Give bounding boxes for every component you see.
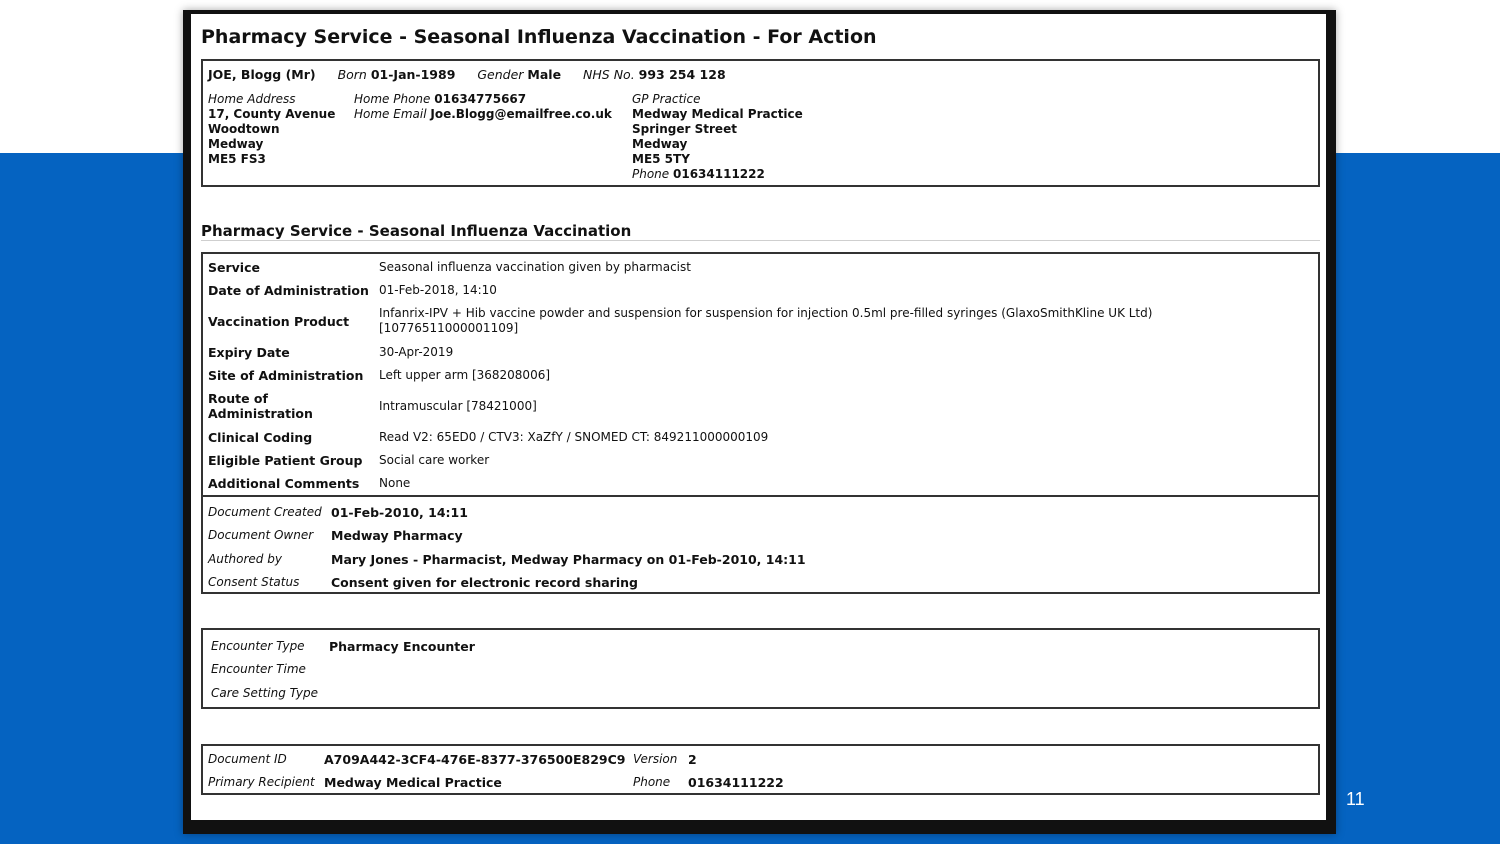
- product-label: Vaccination Product: [208, 314, 350, 329]
- coding-value: Read V2: 65ED0 / CTV3: XaZfY / SNOMED CT: 849211000000109: [379, 430, 769, 444]
- route-label-line2: Administration: [208, 406, 313, 421]
- document-title: Pharmacy Service - Seasonal Influenza Vaccination - For Action: [201, 26, 877, 48]
- address-line: Medway: [208, 137, 264, 151]
- patient-header-line: [208, 67, 726, 82]
- encounter-box: [201, 628, 1320, 709]
- home-email-label: Home Email: [354, 107, 427, 121]
- doc-id-label: Document ID: [208, 752, 287, 766]
- created-label: Document Created: [208, 505, 322, 519]
- gp-phone-value: 01634111222: [673, 167, 765, 181]
- authored-label: Authored by: [208, 552, 282, 566]
- vaccination-details-table: [201, 252, 1320, 496]
- patient-box: [201, 59, 1320, 187]
- version-label: Version: [633, 752, 678, 766]
- recipient-phone-label: Phone: [633, 775, 671, 789]
- home-phone-label: Home Phone: [354, 92, 431, 106]
- nhs-label: NHS No.: [583, 67, 635, 82]
- address-line: Woodtown: [208, 122, 280, 136]
- encounter-type-value: Pharmacy Encounter: [329, 639, 475, 654]
- service-value: Seasonal influenza vaccination given by pharmacist: [379, 260, 691, 274]
- document-meta-box: [201, 495, 1320, 594]
- document-id-box: [201, 744, 1320, 795]
- owner-label: Document Owner: [208, 528, 314, 542]
- gp-practice-block: [632, 92, 803, 182]
- service-label: Service: [208, 260, 260, 275]
- contact-block: [354, 92, 612, 122]
- address-line: ME5 FS3: [208, 152, 266, 166]
- product-value-line2: [10776511000001109]: [379, 321, 519, 335]
- recipient-value: Medway Medical Practice: [324, 775, 502, 790]
- document-page: [191, 14, 1326, 820]
- route-value: Intramuscular [78421000]: [379, 399, 537, 413]
- section-title: Pharmacy Service - Seasonal Influenza Vaccination: [201, 222, 632, 240]
- owner-value: Medway Pharmacy: [331, 528, 463, 543]
- comments-label: Additional Comments: [208, 476, 360, 491]
- home-phone-value: 01634775667: [434, 92, 527, 106]
- patient-name: JOE, Blogg (Mr): [208, 67, 316, 82]
- version-value: 2: [688, 752, 697, 767]
- product-value-line1: Infanrix-IPV + Hib vaccine powder and suspension for suspension for injection 0.5ml pre-filled syringes (GlaxoSmithKline UK Ltd): [379, 306, 1153, 320]
- doc-id-value: A709A442-3CF4-476E-8377-376500E829C9: [324, 752, 626, 767]
- expiry-label: Expiry Date: [208, 345, 290, 360]
- gp-line: Medway Medical Practice: [632, 107, 803, 121]
- gp-line: ME5 5TY: [632, 152, 690, 166]
- gp-practice-label: GP Practice: [632, 92, 701, 106]
- section-divider: [201, 240, 1320, 241]
- route-label-line1: Route of: [208, 391, 268, 406]
- home-address-label: Home Address: [208, 92, 296, 106]
- date-value: 01-Feb-2018, 14:10: [379, 283, 497, 297]
- site-label: Site of Administration: [208, 368, 364, 383]
- encounter-time-label: Encounter Time: [211, 662, 306, 676]
- born-value: 01-Jan-1989: [370, 67, 456, 82]
- home-address-block: [208, 92, 335, 167]
- home-email-value: Joe.Blogg@emailfree.co.uk: [430, 107, 612, 121]
- gp-phone-label: Phone: [632, 167, 670, 181]
- coding-label: Clinical Coding: [208, 430, 313, 445]
- consent-value: Consent given for electronic record sharing: [331, 575, 638, 590]
- gender-label: Gender: [477, 67, 524, 82]
- gender-value: Male: [527, 67, 562, 82]
- born-label: Born: [337, 67, 367, 82]
- gp-line: Medway: [632, 137, 688, 151]
- care-setting-label: Care Setting Type: [211, 686, 319, 700]
- comments-value: None: [379, 476, 411, 490]
- gp-line: Springer Street: [632, 122, 737, 136]
- group-label: Eligible Patient Group: [208, 453, 363, 468]
- recipient-label: Primary Recipient: [208, 775, 315, 789]
- created-value: 01-Feb-2010, 14:11: [331, 505, 468, 520]
- slide-page-number: 11: [1346, 789, 1365, 809]
- consent-label: Consent Status: [208, 575, 300, 589]
- encounter-type-label: Encounter Type: [211, 639, 305, 653]
- address-line: 17, County Avenue: [208, 107, 336, 121]
- group-value: Social care worker: [379, 453, 490, 467]
- date-label: Date of Administration: [208, 283, 369, 298]
- site-value: Left upper arm [368208006]: [379, 368, 551, 382]
- expiry-value: 30-Apr-2019: [379, 345, 454, 359]
- authored-value: Mary Jones - Pharmacist, Medway Pharmacy on 01-Feb-2010, 14:11: [331, 552, 806, 567]
- nhs-number: 993 254 128: [638, 67, 726, 82]
- recipient-phone-value: 01634111222: [688, 775, 784, 790]
